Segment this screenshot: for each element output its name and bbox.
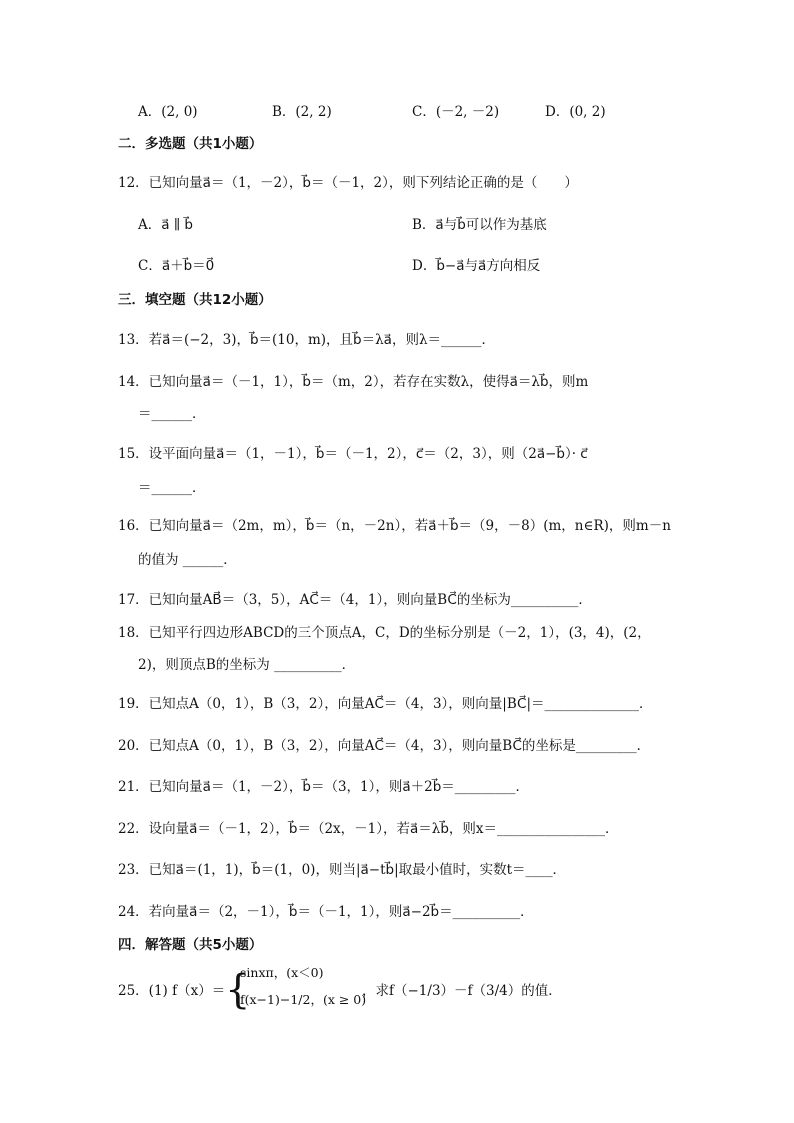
- question-20: 20．已知点A（0，1），B（3，2），向量AC⃗＝（4，3），则向量BC⃗的坐标是_________．: [118, 738, 651, 754]
- question-12-option-d: D．b⃗−a⃗与a⃗方向相反: [412, 258, 541, 274]
- question-25-tail: ，求f（−1/3）－f（3/4）的值．: [362, 983, 562, 999]
- question-12-option-a: A．a⃗ ∥ b⃗: [138, 217, 193, 233]
- question-23: 23．已知a⃗＝(1，1)，b⃗＝(1，0)，则当|a⃗−tb⃗|取最小值时，实数t＝____．: [118, 862, 567, 878]
- question-12-stem: 12．已知向量a⃗＝（1，－2），b⃗＝（－1，2），则下列结论正确的是（ ）: [118, 175, 578, 191]
- question-25-case-1: sinxπ，(x＜0): [240, 965, 324, 980]
- option-d: D．(0, 2): [545, 104, 606, 120]
- question-15-line-1: 15．设平面向量a⃗＝（1，－1），b⃗＝（－1，2），c⃗＝（2，3），则（2a⃗−b⃗）· c⃗: [118, 446, 588, 462]
- question-19: 19．已知点A（0，1），B（3，2），向量AC⃗＝（4，3），则向量|BC⃗|＝______________．: [118, 696, 653, 712]
- question-25-label: 25．(1) f（x）＝: [118, 983, 226, 999]
- section-title-multiple-choice: 二．多选题（共1小题）: [118, 136, 263, 152]
- question-13: 13．若a⃗＝(−2，3)，b⃗＝(10，m)，且b⃗＝λa⃗，则λ＝______．: [118, 332, 496, 348]
- question-17: 17．已知向量AB⃗＝（3，5），AC⃗＝（4，1），则向量BC⃗的坐标为__________．: [118, 592, 592, 608]
- option-c: C．(－2, －2): [412, 104, 500, 120]
- question-18-line-1: 18．已知平行四边形ABCD的三个顶点A，C，D的坐标分别是（－2，1），(3，4)，(2，: [118, 625, 651, 641]
- option-a: A．(2, 0): [138, 104, 198, 120]
- question-14-line-2: ＝______．: [138, 406, 206, 422]
- question-15-line-2: ＝______．: [138, 480, 206, 496]
- section-title-fill-blank: 三．填空题（共12小题）: [118, 292, 272, 308]
- question-14-line-1: 14．已知向量a⃗＝（－1，1），b⃗＝（m，2），若存在实数λ，使得a⃗＝λb⃗，则m: [118, 374, 589, 390]
- question-21: 21．已知向量a⃗＝（1，－2），b⃗＝（3，1），则a⃗＋2b⃗＝_________．: [118, 779, 530, 795]
- piecewise-brace: {: [225, 967, 251, 1013]
- question-25-case-2: f(x−1)−1/2，(x ≥ 0): [240, 992, 367, 1007]
- question-12-option-b: B．a⃗与b⃗可以作为基底: [412, 217, 547, 233]
- section-title-solutions: 四．解答题（共5小题）: [118, 937, 263, 953]
- question-16-line-1: 16．已知向量a⃗＝（2m，m），b⃗＝（n，－2n），若a⃗＋b⃗＝（9，－8）(m，n∈R)，则m－n: [118, 518, 671, 534]
- question-18-line-2: 2)，则顶点B的坐标为 __________．: [138, 657, 356, 673]
- question-16-line-2: 的值为 ______．: [138, 552, 237, 568]
- question-24: 24．若向量a⃗＝（2，－1），b⃗＝（－1，1），则a⃗−2b⃗＝__________．: [118, 904, 534, 920]
- option-b: B．(2, 2): [272, 104, 332, 120]
- question-12-option-c: C．a⃗＋b⃗＝0⃗: [138, 258, 215, 274]
- question-22: 22．设向量a⃗＝（－1，2），b⃗＝（2x，－1），若a⃗＝λb⃗，则x＝________________．: [118, 821, 619, 837]
